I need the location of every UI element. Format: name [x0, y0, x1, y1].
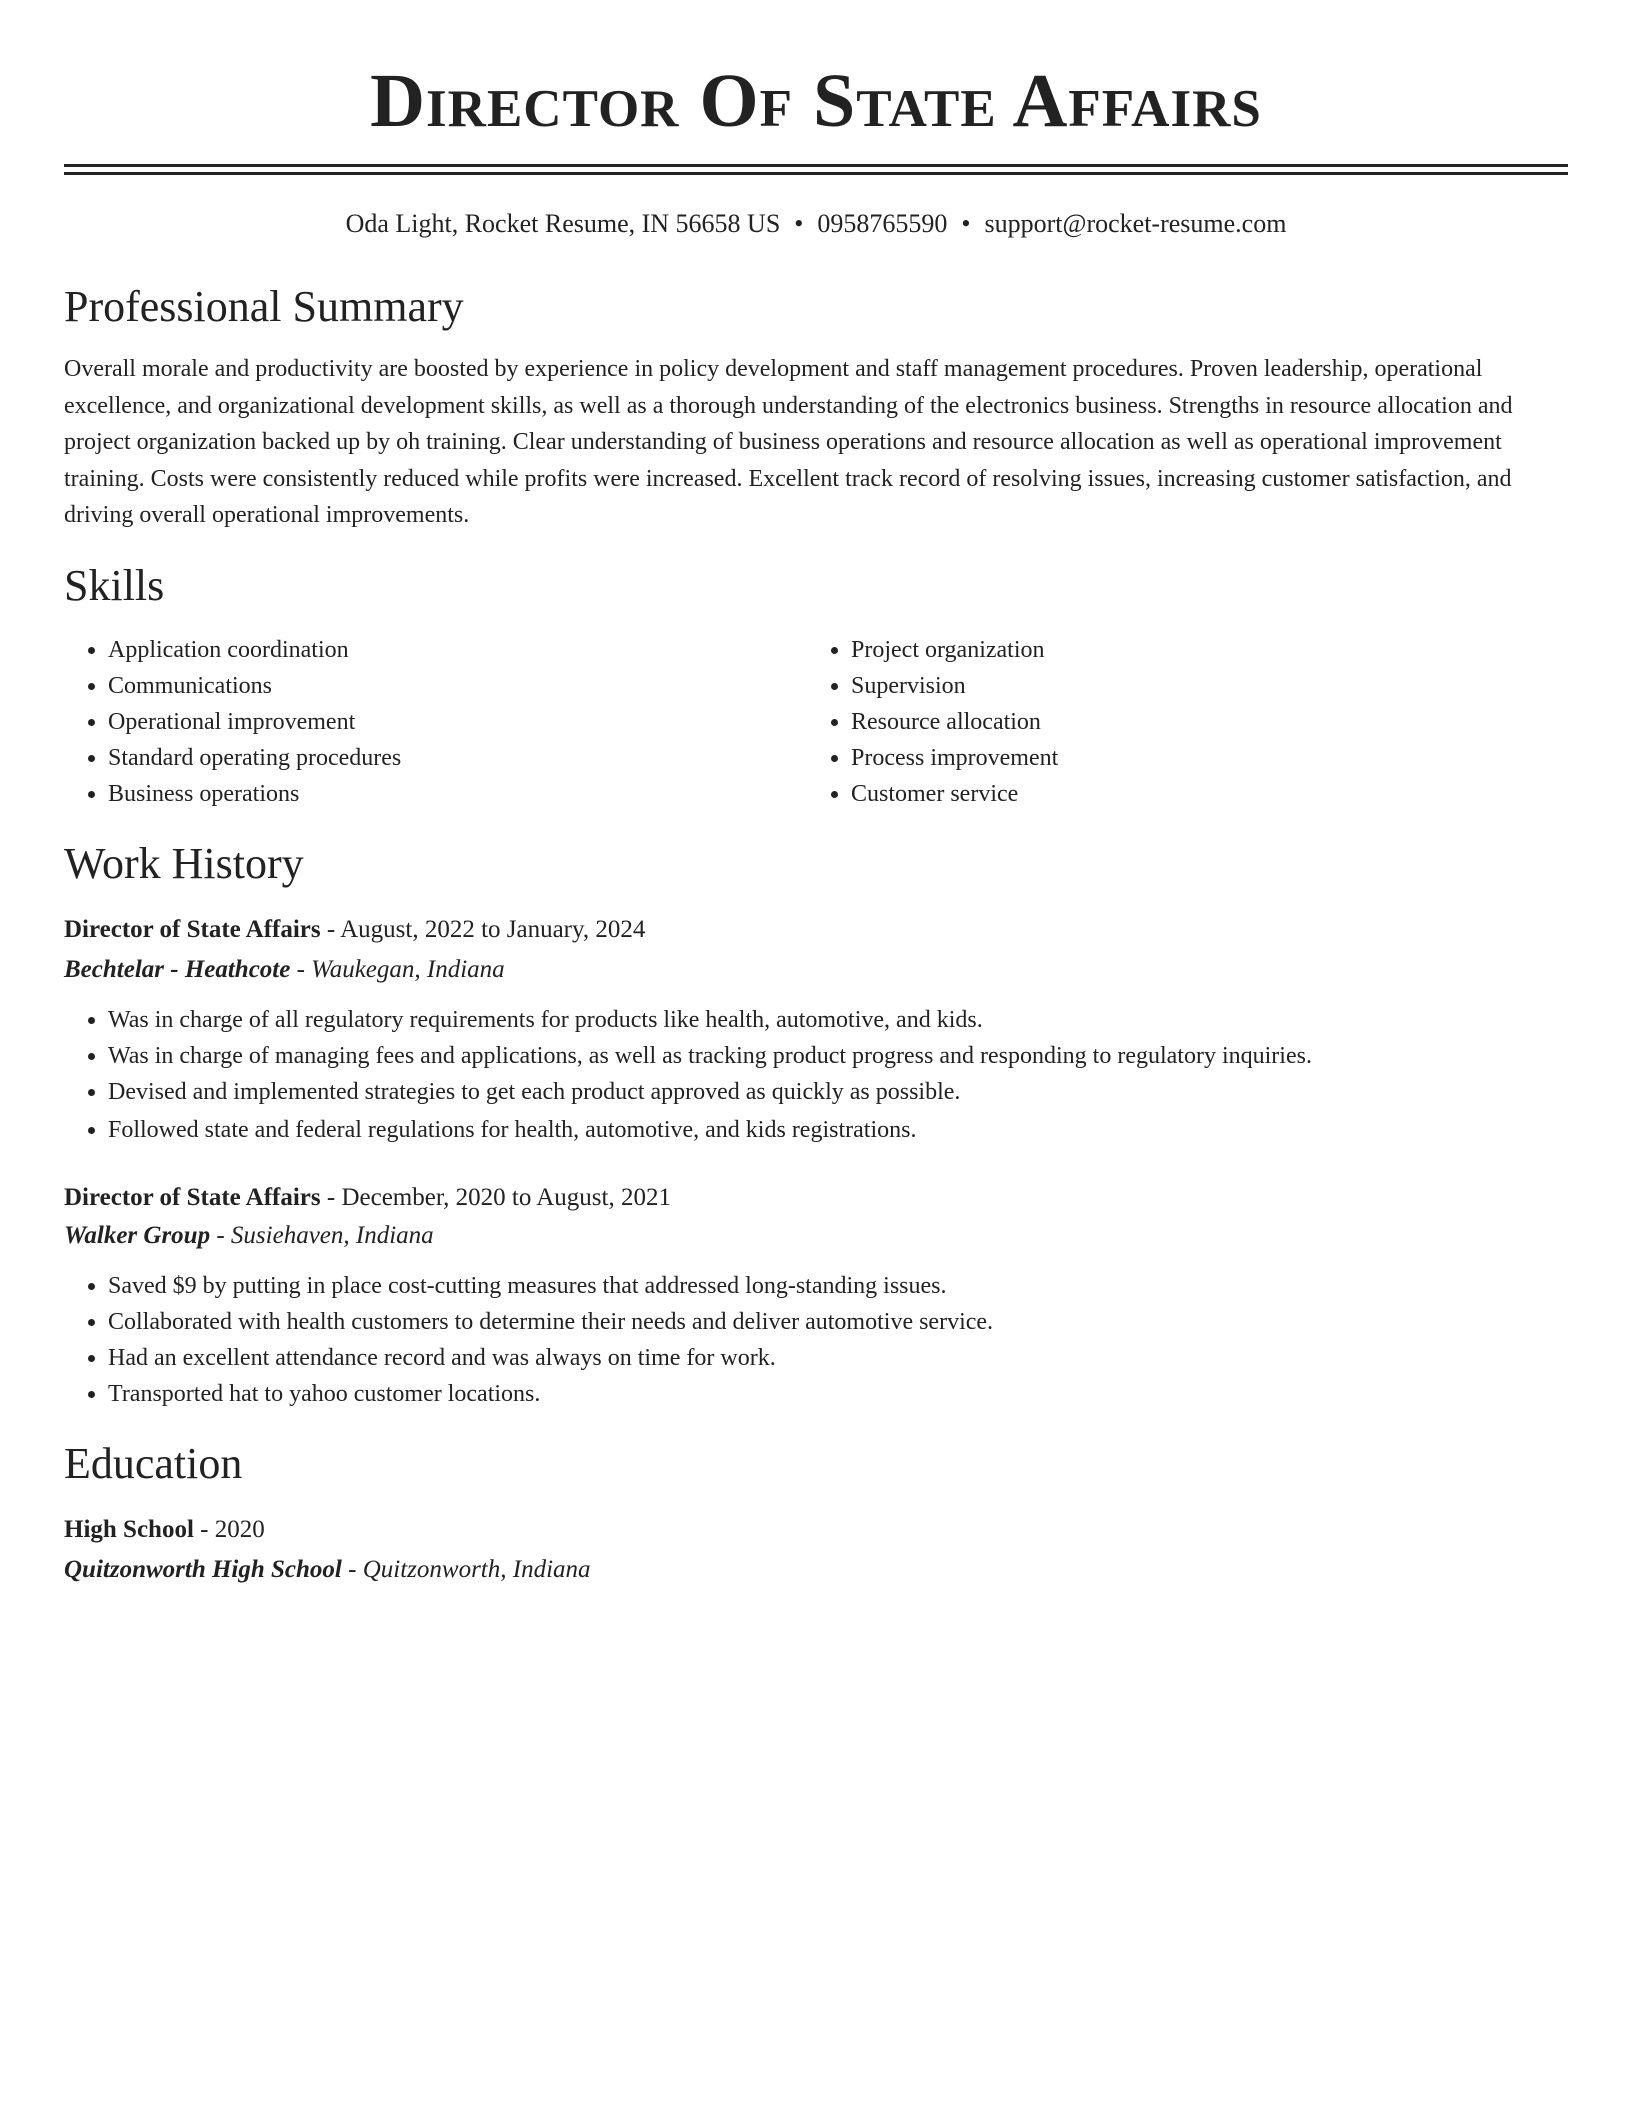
skill-item: • Resource allocation	[851, 704, 1550, 740]
job-entry	[64, 912, 1568, 1148]
job-dates: - August, 2022 to January, 2024	[320, 915, 646, 943]
company-name: Bechtelar - Heathcote	[64, 955, 291, 983]
contact-address: Oda Light, Rocket Resume, IN 56658 US	[345, 209, 781, 238]
skills-heading: Skills	[64, 560, 165, 610]
education-location: - Quitzonworth, Indiana	[341, 1555, 591, 1583]
job-title-line	[64, 1180, 1568, 1216]
job-bullet: • Was in charge of all regulatory requirements for products like health, automotive, and kids.	[108, 1002, 1568, 1038]
company-location: - Susiehaven, Indiana	[210, 1221, 434, 1249]
job-bullet: • Followed state and federal regulations for health, automotive, and kids registrations.	[108, 1112, 1568, 1148]
job-bullets	[64, 1268, 1568, 1412]
job-role: Director of State Affairs	[64, 915, 321, 943]
company-name: Walker Group	[64, 1221, 211, 1249]
skill-item: • Business operations	[108, 776, 807, 812]
skills-column-right	[807, 632, 1550, 812]
company-line	[64, 952, 1568, 988]
job-title-line	[64, 912, 1568, 948]
education-school: Quitzonworth High School	[64, 1555, 342, 1583]
contact-line	[64, 207, 1568, 241]
skills-list	[64, 632, 1568, 812]
education-heading: Education	[64, 1438, 243, 1488]
contact-email[interactable]: support@rocket-resume.com	[984, 209, 1287, 238]
skill-item: • Communications	[108, 668, 807, 704]
contact-separator: •	[794, 209, 804, 238]
job-bullet: • Was in charge of managing fees and applications, as well as tracking product progress and responding to regulatory inquiries.	[108, 1038, 1568, 1074]
job-bullet: • Devised and implemented strategies to get each product approved as quickly as possible.	[108, 1074, 1568, 1110]
summary-text: Overall morale and productivity are boosted by experience in policy development and staff management procedures. Proven leadership, operational excellence, and organizational development skills, as well as a thorough understanding of the electronics business. Strengths in resource allocation and project organization backed up by oh training. Clear understanding of business operations and resource allocation as well as operational improvement training. Costs were consistently reduced while profits were increased. Excellent track record of resolving issues, increasing customer satisfaction, and driving overall operational improvements.	[64, 356, 1513, 528]
job-bullet: • Had an excellent attendance record and was always on time for work.	[108, 1340, 1568, 1376]
skill-item: • Supervision	[851, 668, 1550, 704]
job-bullet: • Transported hat to yahoo customer locations.	[108, 1376, 1568, 1412]
education-degree: High School	[64, 1515, 194, 1543]
job-dates: - December, 2020 to August, 2021	[320, 1183, 671, 1211]
skill-item: • Project organization	[851, 632, 1550, 668]
contact-separator: •	[961, 209, 971, 238]
job-bullet: • Collaborated with health customers to determine their needs and deliver automotive service.	[108, 1304, 1568, 1340]
summary-heading: Professional Summary	[64, 282, 464, 331]
education-degree-line	[64, 1512, 1568, 1548]
education-school-line	[64, 1552, 1568, 1588]
skills-column-left	[64, 632, 807, 812]
contact-phone: 0958765590	[817, 209, 948, 238]
job-bullet: • Saved $9 by putting in place cost-cutting measures that addressed long-standing issues.	[108, 1268, 1568, 1304]
title-double-rule	[64, 164, 1568, 175]
skill-item: • Customer service	[851, 776, 1550, 812]
job-entry	[64, 1180, 1568, 1412]
work-history-heading: Work History	[64, 838, 304, 888]
skill-item: • Process improvement	[851, 740, 1550, 776]
education-year: - 2020	[193, 1515, 265, 1543]
job-role: Director of State Affairs	[64, 1183, 321, 1211]
skill-item: • Application coordination	[108, 632, 807, 668]
resume-title: Director Of State Affairs	[370, 59, 1262, 143]
skill-item: • Standard operating procedures	[108, 740, 807, 776]
job-bullets	[64, 1002, 1568, 1148]
education-entry	[64, 1512, 1568, 1588]
company-line	[64, 1218, 1568, 1254]
company-location: - Waukegan, Indiana	[290, 955, 505, 983]
skill-item: • Operational improvement	[108, 704, 807, 740]
